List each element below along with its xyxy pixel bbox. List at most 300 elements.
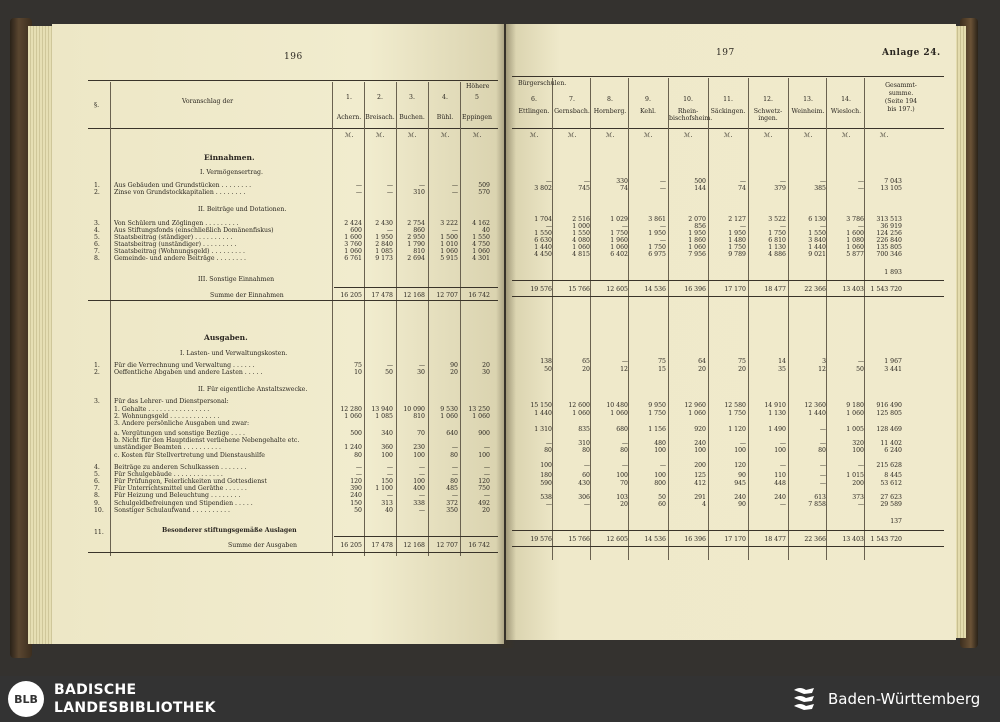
- sum-value: 12 605: [606, 536, 628, 543]
- row-label: Oeffentliche Abgaben und andere Lasten . . . . .: [114, 369, 263, 376]
- cell-value: 20: [482, 507, 490, 514]
- cell-value: 110: [774, 472, 786, 479]
- cell-value: 7 043: [884, 178, 902, 185]
- school-number: 6.: [531, 96, 537, 103]
- cell-value: 40: [482, 227, 490, 234]
- cell-value: 125: [694, 472, 706, 479]
- cell-value: —: [779, 462, 786, 469]
- row-label: 1. Gehalte . . . . . . . . . . . . . . . .: [114, 406, 210, 413]
- cell-value: —: [545, 223, 552, 230]
- subtotal-rule: [334, 536, 498, 537]
- cell-value: 4 815: [572, 251, 590, 258]
- cell-value: 10: [354, 369, 362, 376]
- cell-value: 330: [616, 178, 628, 185]
- cell-value: 310: [413, 189, 425, 196]
- cell-value: —: [819, 426, 826, 433]
- cell-value: 100: [478, 452, 490, 459]
- cell-value: 50: [544, 366, 552, 373]
- cell-value: 1 060: [688, 410, 706, 417]
- cell-value: 8 445: [884, 472, 902, 479]
- cell-value: —: [386, 471, 393, 478]
- currency-unit: ℳ.: [375, 132, 385, 139]
- table-top-rule: [512, 76, 944, 77]
- cell-value: 1 060: [344, 248, 362, 255]
- table-top-rule: [88, 80, 498, 81]
- cell-value: 1 550: [534, 230, 552, 237]
- row-number: 6.: [94, 241, 100, 248]
- school-name: Rhein- bischofsheim.: [669, 108, 713, 122]
- cell-value: 385: [814, 185, 826, 192]
- cell-value: —: [857, 358, 864, 365]
- cell-value: 135 805: [876, 244, 902, 251]
- cell-value: 1 750: [728, 410, 746, 417]
- cell-value: 150: [350, 500, 362, 507]
- currency-unit: ℳ.: [605, 132, 615, 139]
- cell-value: 125 805: [876, 410, 902, 417]
- blb-logo-icon: BLB: [8, 681, 44, 717]
- cell-value: 313: [381, 500, 393, 507]
- cell-value: 6 402: [610, 251, 628, 258]
- column-rule: [788, 78, 789, 560]
- cell-value: 1 550: [572, 230, 590, 237]
- cell-value: 400: [413, 485, 425, 492]
- cell-value: 100: [413, 478, 425, 485]
- cell-value: 230: [413, 444, 425, 451]
- cell-value: 215 628: [876, 462, 902, 469]
- cell-value: —: [857, 178, 864, 185]
- cell-value: —: [545, 501, 552, 508]
- buergerschulen-header: Bürgerschulen.: [518, 80, 567, 87]
- cell-value: 485: [446, 485, 458, 492]
- special-label: Besonderer stiftungsgemäße Auslagen: [162, 527, 297, 534]
- currency-unit: ℳ.: [567, 132, 577, 139]
- cell-value: 75: [658, 358, 666, 365]
- left-page: [52, 24, 504, 644]
- row-label: Staatsbeitrag (unständiger) . . . . . . . . .: [114, 241, 237, 248]
- cell-value: 1 005: [846, 426, 864, 433]
- cell-value: 80: [818, 447, 826, 454]
- cell-value: 700 346: [876, 251, 902, 258]
- paragraph-header: §.: [94, 102, 100, 109]
- row-number: 2.: [94, 369, 100, 376]
- sum-value: 19 576: [530, 536, 552, 543]
- row-label: Von Schülern und Zöglingen . . . . . . . . .: [114, 220, 239, 227]
- cell-value: —: [857, 462, 864, 469]
- cell-value: 7 956: [688, 251, 706, 258]
- row-label: Schulgeldbefreiungen und Stipendien . . . . .: [114, 500, 253, 507]
- row-label: Für Prüfungen, Feierlichkeiten und Gottesdienst: [114, 478, 267, 485]
- cell-value: 1 950: [375, 234, 393, 241]
- row-number: 9.: [94, 500, 100, 507]
- cell-value: 800: [654, 480, 666, 487]
- cell-value: 100: [616, 472, 628, 479]
- cell-value: 3 861: [648, 216, 666, 223]
- cell-value: 120: [478, 478, 490, 485]
- cell-value: —: [819, 178, 826, 185]
- cell-value: 1 480: [728, 237, 746, 244]
- cell-value: 340: [381, 430, 393, 437]
- section-rule: [512, 296, 944, 297]
- cell-value: 60: [582, 472, 590, 479]
- ausgaben-title: Ausgaben.: [204, 333, 248, 342]
- cell-value: 6 130: [808, 216, 826, 223]
- cell-value: —: [483, 492, 490, 499]
- cell-value: 2 430: [375, 220, 393, 227]
- cell-value: 1 085: [375, 413, 393, 420]
- cell-value: 412: [694, 480, 706, 487]
- cell-value: 1 750: [728, 244, 746, 251]
- right-page: [506, 24, 956, 640]
- cell-value: —: [819, 223, 826, 230]
- cell-value: 100: [852, 447, 864, 454]
- cell-value: 379: [774, 185, 786, 192]
- row-number: 11.: [94, 529, 104, 536]
- row-label: Aus Stiftungsfonds (einschließlich Domänenfiskus): [114, 227, 274, 234]
- cell-value: 900: [478, 430, 490, 437]
- row-label: unständiger Beamten . . . . . . . . . .: [114, 444, 222, 451]
- cell-value: —: [355, 471, 362, 478]
- cell-value: 100: [540, 462, 552, 469]
- cell-value: 15 150: [530, 402, 552, 409]
- cell-value: 1 060: [572, 410, 590, 417]
- sum-value: 18 477: [764, 536, 786, 543]
- school-name: Bühl.: [436, 114, 454, 121]
- section-rule: [88, 300, 498, 301]
- cell-value: —: [621, 462, 628, 469]
- cell-value: 3: [822, 358, 826, 365]
- cell-value: 9 789: [728, 251, 746, 258]
- school-name: Säckingen.: [710, 108, 746, 115]
- row-number: 4.: [94, 464, 100, 471]
- sum-value: 1 543 720: [870, 286, 902, 293]
- cell-value: 13 250: [468, 406, 490, 413]
- cell-value: —: [819, 462, 826, 469]
- column-rule: [864, 78, 865, 560]
- cell-value: —: [451, 464, 458, 471]
- cell-value: —: [418, 507, 425, 514]
- row-label: Für die Verrechnung und Verwaltung . . . . . .: [114, 362, 255, 369]
- cell-value: 50: [658, 494, 666, 501]
- cell-value: 6 810: [768, 237, 786, 244]
- cell-value: 7 858: [808, 501, 826, 508]
- currency-unit: ℳ.: [344, 132, 354, 139]
- subtotal-rule: [334, 287, 498, 288]
- row-number: 10.: [94, 507, 104, 514]
- cell-value: 1 440: [808, 410, 826, 417]
- cell-value: 1 790: [407, 241, 425, 248]
- cell-value: 20: [738, 366, 746, 373]
- cell-value: 1 600: [846, 230, 864, 237]
- cell-value: —: [386, 227, 393, 234]
- hoehere-header: Höhere: [466, 83, 490, 90]
- sum-value: 16 205: [340, 292, 362, 299]
- cell-value: 50: [354, 507, 362, 514]
- cell-value: 29 589: [880, 501, 902, 508]
- cell-value: 1 015: [846, 472, 864, 479]
- cell-value: —: [451, 471, 458, 478]
- cell-value: 5 877: [846, 251, 864, 258]
- cell-value: —: [779, 223, 786, 230]
- cell-value: 856: [694, 223, 706, 230]
- cell-value: —: [451, 444, 458, 451]
- currency-unit: ℳ.: [723, 132, 733, 139]
- cell-value: 2 127: [728, 216, 746, 223]
- cell-value: 10 480: [606, 402, 628, 409]
- cell-value: 40: [385, 507, 393, 514]
- cell-value: —: [739, 178, 746, 185]
- cell-value: 200: [852, 480, 864, 487]
- column-rule: [628, 78, 629, 560]
- row-number: 8.: [94, 255, 100, 262]
- column-rule: [552, 78, 553, 560]
- school-name: Eppingen: [461, 114, 492, 121]
- cell-value: 75: [354, 362, 362, 369]
- cell-value: 3 760: [344, 241, 362, 248]
- sum-value: 13 403: [842, 286, 864, 293]
- school-name: Hornberg.: [593, 108, 627, 115]
- cell-value: 1 060: [344, 413, 362, 420]
- row-number: 6.: [94, 478, 100, 485]
- cell-value: —: [483, 471, 490, 478]
- cell-value: 5 915: [440, 255, 458, 262]
- cell-value: 372: [446, 500, 458, 507]
- cell-value: 3 840: [808, 237, 826, 244]
- sum-value: 17 170: [724, 286, 746, 293]
- cell-value: 9 530: [440, 406, 458, 413]
- row-number: 7.: [94, 485, 100, 492]
- cell-value: —: [451, 492, 458, 499]
- cell-value: 100: [381, 452, 393, 459]
- row-label: 3. Andere persönliche Ausgaben und zwar:: [114, 420, 250, 427]
- row-number: 3.: [94, 220, 100, 227]
- sum-value: 17 170: [724, 536, 746, 543]
- cell-value: 1 060: [846, 410, 864, 417]
- voranschlag-header: Voranschlag der: [182, 98, 234, 105]
- cell-value: 1 440: [534, 244, 552, 251]
- sum-value: 14 536: [644, 286, 666, 293]
- cell-value: 50: [385, 369, 393, 376]
- cell-value: 1 500: [440, 234, 458, 241]
- cell-value: 12 960: [684, 402, 706, 409]
- row-label: Gemeinde- und andere Beiträge . . . . . . . .: [114, 255, 246, 262]
- header-bottom-rule: [512, 128, 944, 129]
- cell-value: 20: [620, 501, 628, 508]
- cell-value: 448: [774, 480, 786, 487]
- cell-value: 70: [620, 480, 628, 487]
- cell-value: 53 612: [880, 480, 902, 487]
- cell-value: 12 280: [340, 406, 362, 413]
- row-label: Für Schulgebäude . . . . . . . . . . . . .: [114, 471, 223, 478]
- school-number: 11.: [723, 96, 733, 103]
- cell-value: 240: [350, 492, 362, 499]
- cell-value: 1 120: [728, 426, 746, 433]
- cell-value: —: [451, 227, 458, 234]
- cell-value: 6 975: [648, 251, 666, 258]
- cell-value: —: [355, 464, 362, 471]
- school-name: Schwetz- ingen.: [753, 108, 783, 122]
- cell-value: 90: [738, 501, 746, 508]
- cell-value: 1 893: [884, 269, 902, 276]
- cell-value: 9 950: [648, 402, 666, 409]
- sum-label: Summe der Einnahmen: [210, 292, 284, 299]
- cell-value: 1 240: [344, 444, 362, 451]
- school-number: 9.: [645, 96, 651, 103]
- cell-value: 1 310: [534, 426, 552, 433]
- cell-value: —: [418, 362, 425, 369]
- sum-value: 16 396: [684, 536, 706, 543]
- sum-value: 22 366: [804, 286, 826, 293]
- cell-value: 4 080: [572, 237, 590, 244]
- cell-value: 500: [350, 430, 362, 437]
- cell-value: 240: [694, 440, 706, 447]
- cell-value: 1 860: [688, 237, 706, 244]
- cell-value: 492: [478, 500, 490, 507]
- cell-value: 1 130: [768, 410, 786, 417]
- cell-value: 1 490: [768, 426, 786, 433]
- cell-value: 860: [413, 227, 425, 234]
- cell-value: 570: [478, 189, 490, 196]
- school-name: Breisach.: [365, 114, 395, 121]
- row-label: 2. Wohnungsgeld . . . . . . . . . . . . .: [114, 413, 220, 420]
- cell-value: —: [739, 223, 746, 230]
- blb-name-line2: LANDESBIBLIOTHEK: [54, 700, 216, 716]
- cell-value: 35: [778, 366, 786, 373]
- sum-value: 15 766: [568, 286, 590, 293]
- cell-value: 430: [578, 480, 590, 487]
- cell-value: 2 424: [344, 220, 362, 227]
- cell-value: 920: [694, 426, 706, 433]
- cell-value: 640: [446, 430, 458, 437]
- cell-value: —: [418, 492, 425, 499]
- cell-value: —: [386, 464, 393, 471]
- sum-value: 22 366: [804, 536, 826, 543]
- cell-value: 137: [890, 518, 902, 525]
- section-heading: III. Sonstige Einnahmen: [198, 276, 275, 283]
- cell-value: —: [386, 362, 393, 369]
- row-number: 8.: [94, 492, 100, 499]
- cell-value: 613: [814, 494, 826, 501]
- sum-value: 12 168: [403, 542, 425, 549]
- cell-value: 916 490: [876, 402, 902, 409]
- cell-value: 36 919: [880, 223, 902, 230]
- cell-value: 350: [446, 507, 458, 514]
- cell-value: 390: [350, 485, 362, 492]
- currency-unit: ℳ.: [407, 132, 417, 139]
- cell-value: 9 021: [808, 251, 826, 258]
- cell-value: —: [621, 358, 628, 365]
- cell-value: —: [659, 462, 666, 469]
- cell-value: 80: [450, 452, 458, 459]
- cell-value: 2 950: [407, 234, 425, 241]
- sum-value: 19 576: [530, 286, 552, 293]
- cell-value: 1 967: [884, 358, 902, 365]
- cell-value: 2 754: [407, 220, 425, 227]
- row-number: 3.: [94, 398, 100, 405]
- sum-value: 16 742: [468, 292, 490, 299]
- cell-value: 1 600: [344, 234, 362, 241]
- cell-value: 103: [616, 494, 628, 501]
- cell-value: —: [739, 440, 746, 447]
- cell-value: 500: [694, 178, 706, 185]
- cell-value: 12 580: [724, 402, 746, 409]
- row-label: Für Heizung und Beleuchtung . . . . . . . .: [114, 492, 241, 499]
- sum-value: 12 707: [436, 542, 458, 549]
- row-label: Für Unterrichtsmittel und Geräthe . . . . . .: [114, 485, 247, 492]
- sum-value: 14 536: [644, 536, 666, 543]
- cell-value: —: [418, 471, 425, 478]
- cell-value: —: [355, 189, 362, 196]
- cell-value: 4 301: [472, 255, 490, 262]
- cell-value: —: [386, 189, 393, 196]
- cell-value: —: [583, 462, 590, 469]
- cell-value: 80: [620, 447, 628, 454]
- cell-value: 320: [852, 440, 864, 447]
- cell-value: 1 960: [610, 237, 628, 244]
- table-bottom-rule: [512, 546, 944, 547]
- cell-value: 15: [658, 366, 666, 373]
- cell-value: —: [779, 440, 786, 447]
- sum-value: 15 766: [568, 536, 590, 543]
- cell-value: 9 180: [846, 402, 864, 409]
- cell-value: 1 010: [440, 241, 458, 248]
- column-rule: [748, 78, 749, 560]
- cell-value: —: [659, 223, 666, 230]
- school-number: 10.: [683, 96, 693, 103]
- cell-value: 128 469: [876, 426, 902, 433]
- school-name: Kehl.: [639, 108, 657, 115]
- row-label: Für das Lehrer- und Dienstpersonal:: [114, 398, 229, 405]
- cell-value: 138: [540, 358, 552, 365]
- cell-value: 3 522: [768, 216, 786, 223]
- school-name: Gernsbach.: [554, 108, 590, 115]
- cell-value: —: [418, 182, 425, 189]
- currency-unit: ℳ.: [643, 132, 653, 139]
- cell-value: —: [621, 440, 628, 447]
- row-label: Staatsbeitrag (ständiger) . . . . . . . . . .: [114, 234, 233, 241]
- cell-value: 100: [774, 447, 786, 454]
- row-label: c. Kosten für Stellvertretung und Dienstaushilfe: [114, 452, 265, 459]
- row-label: Sonstiger Schulaufwand . . . . . . . . . .: [114, 507, 231, 514]
- cell-value: 680: [616, 426, 628, 433]
- school-number: 14.: [841, 96, 851, 103]
- cell-value: 100: [413, 452, 425, 459]
- cell-value: 100: [694, 447, 706, 454]
- section-heading: I. Vermögensertrag.: [200, 169, 263, 176]
- cell-value: 1 950: [648, 230, 666, 237]
- cell-value: 70: [417, 430, 425, 437]
- row-number: 5.: [94, 471, 100, 478]
- cell-value: 64: [698, 358, 706, 365]
- cell-value: 90: [738, 472, 746, 479]
- cell-value: 20: [450, 369, 458, 376]
- cell-value: 1 750: [648, 410, 666, 417]
- header-bottom-rule: [88, 128, 498, 129]
- cell-value: 810: [413, 413, 425, 420]
- cell-value: 30: [482, 369, 490, 376]
- school-name: Weinheim.: [791, 108, 825, 115]
- blb-name-line1: BADISCHE: [54, 682, 137, 698]
- cell-value: 30: [417, 369, 425, 376]
- cell-value: 13 105: [880, 185, 902, 192]
- cell-value: 80: [450, 478, 458, 485]
- cell-value: 750: [478, 485, 490, 492]
- cell-value: 338: [413, 500, 425, 507]
- cell-value: 6 761: [344, 255, 362, 262]
- cell-value: —: [583, 501, 590, 508]
- cell-value: 75: [738, 358, 746, 365]
- cell-value: 373: [852, 494, 864, 501]
- cell-value: 20: [482, 362, 490, 369]
